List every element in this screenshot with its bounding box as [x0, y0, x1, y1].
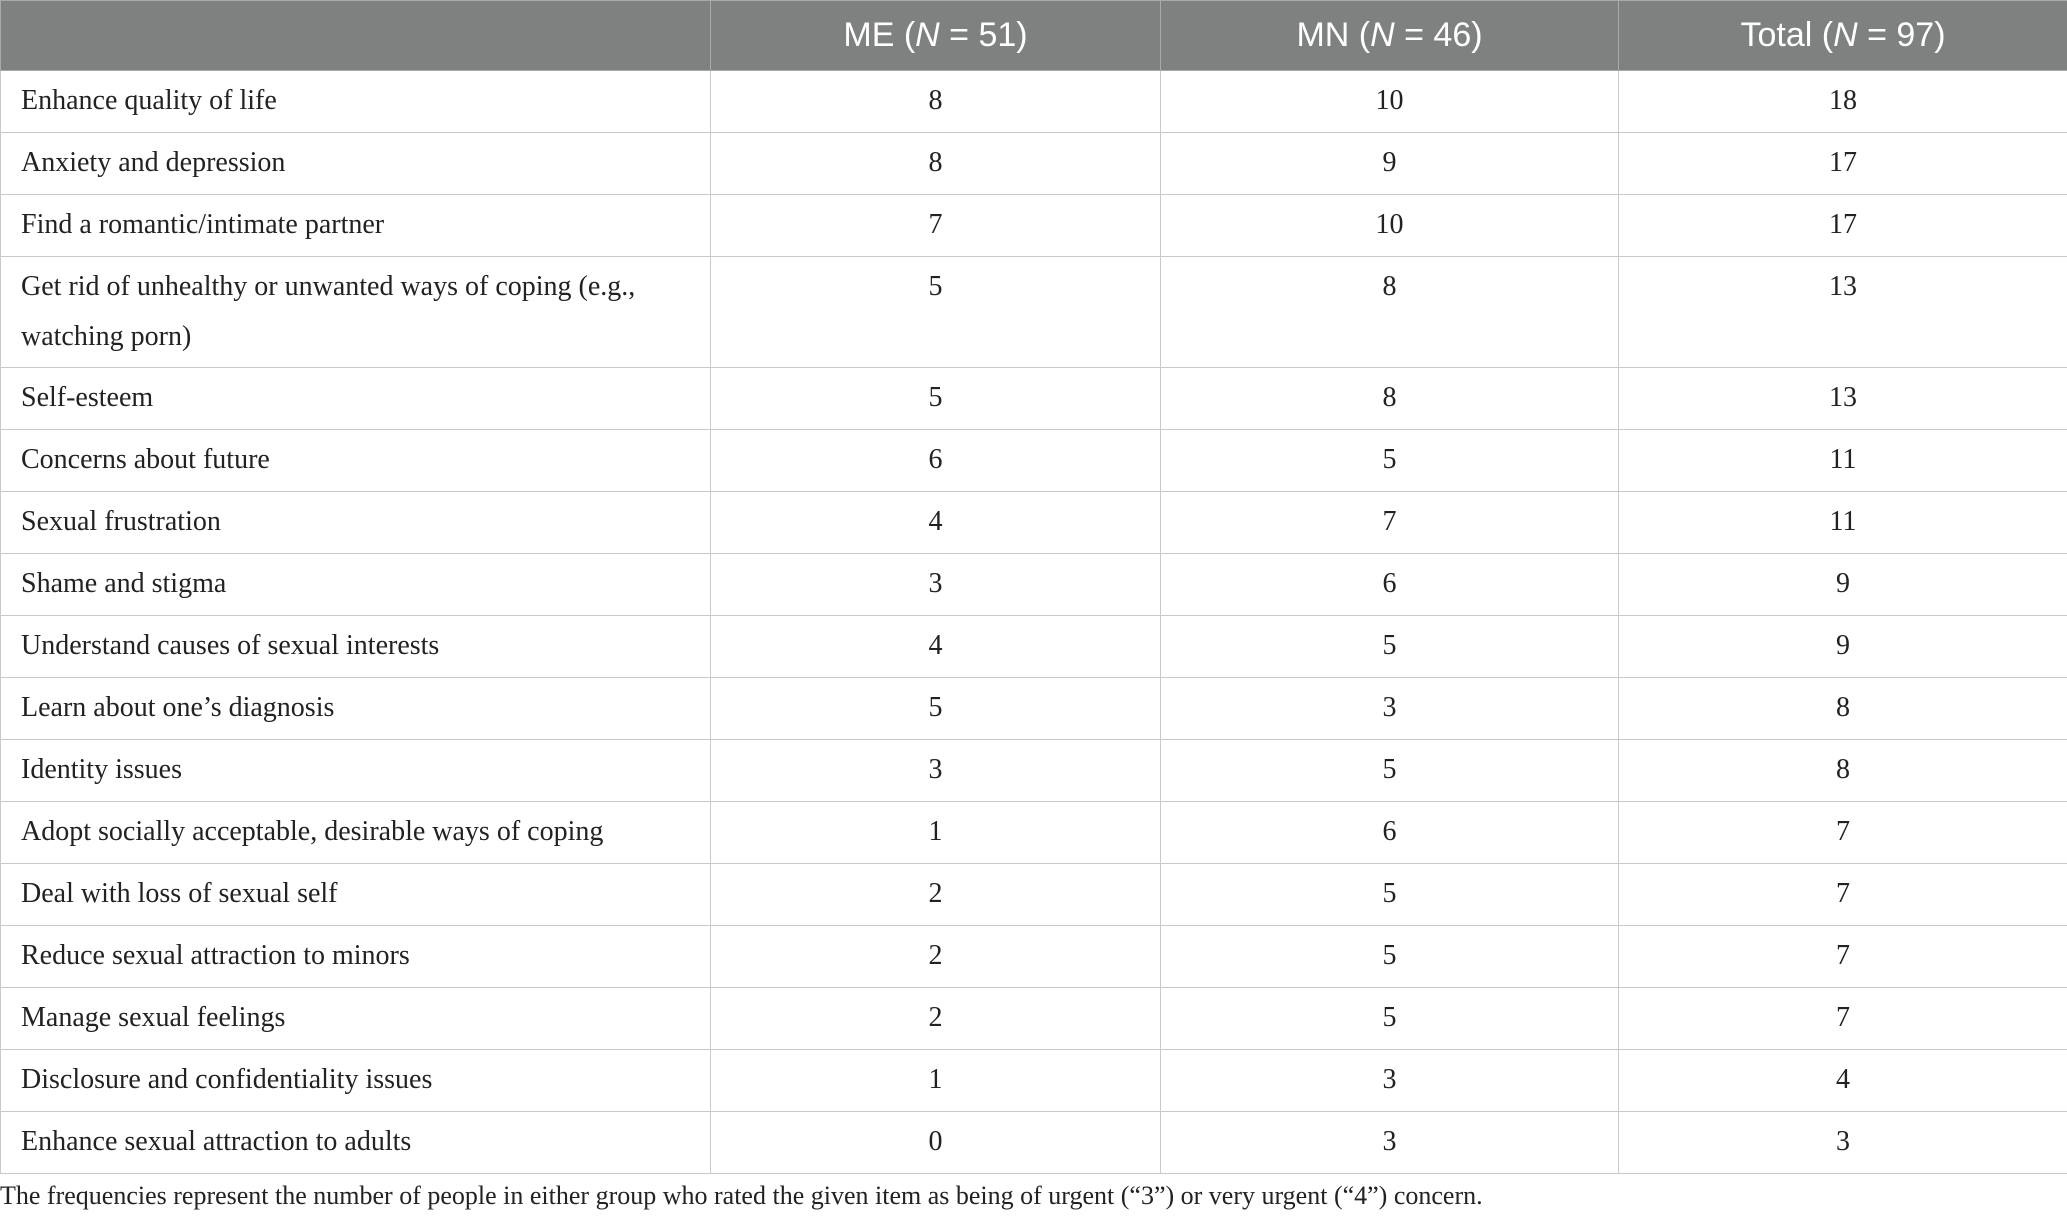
row-total-value: 9 [1619, 554, 2067, 616]
row-label: Self-esteem [1, 368, 711, 430]
row-total-value: 7 [1619, 988, 2067, 1050]
row-me-value: 3 [711, 554, 1161, 616]
row-total-value: 17 [1619, 133, 2067, 195]
row-mn-value: 10 [1161, 71, 1619, 133]
table-row [1, 1112, 2067, 1174]
row-label: Anxiety and depression [1, 133, 711, 195]
row-mn-value: 5 [1161, 988, 1619, 1050]
row-total-value: 17 [1619, 195, 2067, 257]
row-me-value: 2 [711, 926, 1161, 988]
row-total-value: 8 [1619, 678, 2067, 740]
row-label: Sexual frustration [1, 492, 711, 554]
row-total-value: 7 [1619, 926, 2067, 988]
header-item [1, 1, 711, 71]
row-mn-value: 5 [1161, 926, 1619, 988]
row-total-value: 9 [1619, 616, 2067, 678]
row-me-value: 2 [711, 988, 1161, 1050]
table-row [1, 988, 2067, 1050]
row-mn-value: 3 [1161, 1050, 1619, 1112]
row-mn-value: 8 [1161, 368, 1619, 430]
row-me-value: 5 [711, 368, 1161, 430]
row-me-value: 4 [711, 616, 1161, 678]
table-row [1, 802, 2067, 864]
row-total-value: 3 [1619, 1112, 2067, 1174]
row-mn-value: 5 [1161, 864, 1619, 926]
row-label: Get rid of unhealthy or unwanted ways of coping (e.g., watching porn) [1, 257, 711, 368]
table-body [1, 71, 2067, 1174]
row-label: Understand causes of sexual interests [1, 616, 711, 678]
row-label: Concerns about future [1, 430, 711, 492]
row-me-value: 1 [711, 1050, 1161, 1112]
row-total-value: 4 [1619, 1050, 2067, 1112]
row-label: Manage sexual feelings [1, 988, 711, 1050]
header-mn: MN (N = 46) [1161, 1, 1619, 71]
table-row [1, 678, 2067, 740]
row-label: Deal with loss of sexual self [1, 864, 711, 926]
row-label: Find a romantic/intimate partner [1, 195, 711, 257]
table-row [1, 1050, 2067, 1112]
row-me-value: 6 [711, 430, 1161, 492]
row-me-value: 8 [711, 71, 1161, 133]
row-mn-value: 7 [1161, 492, 1619, 554]
row-me-value: 2 [711, 864, 1161, 926]
row-label: Identity issues [1, 740, 711, 802]
row-me-value: 7 [711, 195, 1161, 257]
row-mn-value: 5 [1161, 430, 1619, 492]
row-mn-value: 3 [1161, 678, 1619, 740]
row-label: Adopt socially acceptable, desirable ways of coping [1, 802, 711, 864]
row-total-value: 7 [1619, 802, 2067, 864]
row-total-value: 13 [1619, 368, 2067, 430]
row-me-value: 8 [711, 133, 1161, 195]
table-row [1, 133, 2067, 195]
table-row [1, 864, 2067, 926]
row-total-value: 7 [1619, 864, 2067, 926]
table-row [1, 926, 2067, 988]
table-row [1, 257, 2067, 368]
row-mn-value: 3 [1161, 1112, 1619, 1174]
table-row [1, 740, 2067, 802]
row-me-value: 5 [711, 257, 1161, 368]
row-mn-value: 6 [1161, 554, 1619, 616]
table-row [1, 71, 2067, 133]
row-label: Reduce sexual attraction to minors [1, 926, 711, 988]
row-total-value: 11 [1619, 492, 2067, 554]
row-mn-value: 5 [1161, 740, 1619, 802]
row-label: Enhance quality of life [1, 71, 711, 133]
table-row [1, 492, 2067, 554]
row-total-value: 8 [1619, 740, 2067, 802]
row-total-value: 13 [1619, 257, 2067, 368]
row-mn-value: 8 [1161, 257, 1619, 368]
row-mn-value: 9 [1161, 133, 1619, 195]
row-total-value: 11 [1619, 430, 2067, 492]
row-mn-value: 6 [1161, 802, 1619, 864]
table-row [1, 195, 2067, 257]
header-me: ME (N = 51) [711, 1, 1161, 71]
row-total-value: 18 [1619, 71, 2067, 133]
row-label: Disclosure and confidentiality issues [1, 1050, 711, 1112]
row-mn-value: 5 [1161, 616, 1619, 678]
row-label: Learn about one’s diagnosis [1, 678, 711, 740]
table-footnote: The frequencies represent the number of people in either group who rated the given item as being of urgent (“3”) or very urgent (“4”) concern. [0, 1181, 1483, 1210]
row-mn-value: 10 [1161, 195, 1619, 257]
table-row [1, 430, 2067, 492]
table-row [1, 368, 2067, 430]
row-me-value: 5 [711, 678, 1161, 740]
header-row [1, 1, 2067, 71]
row-me-value: 1 [711, 802, 1161, 864]
row-me-value: 0 [711, 1112, 1161, 1174]
table-row [1, 554, 2067, 616]
row-label: Enhance sexual attraction to adults [1, 1112, 711, 1174]
header-total: Total (N = 97) [1619, 1, 2067, 71]
row-label: Shame and stigma [1, 554, 711, 616]
row-me-value: 4 [711, 492, 1161, 554]
table-row [1, 616, 2067, 678]
row-me-value: 3 [711, 740, 1161, 802]
